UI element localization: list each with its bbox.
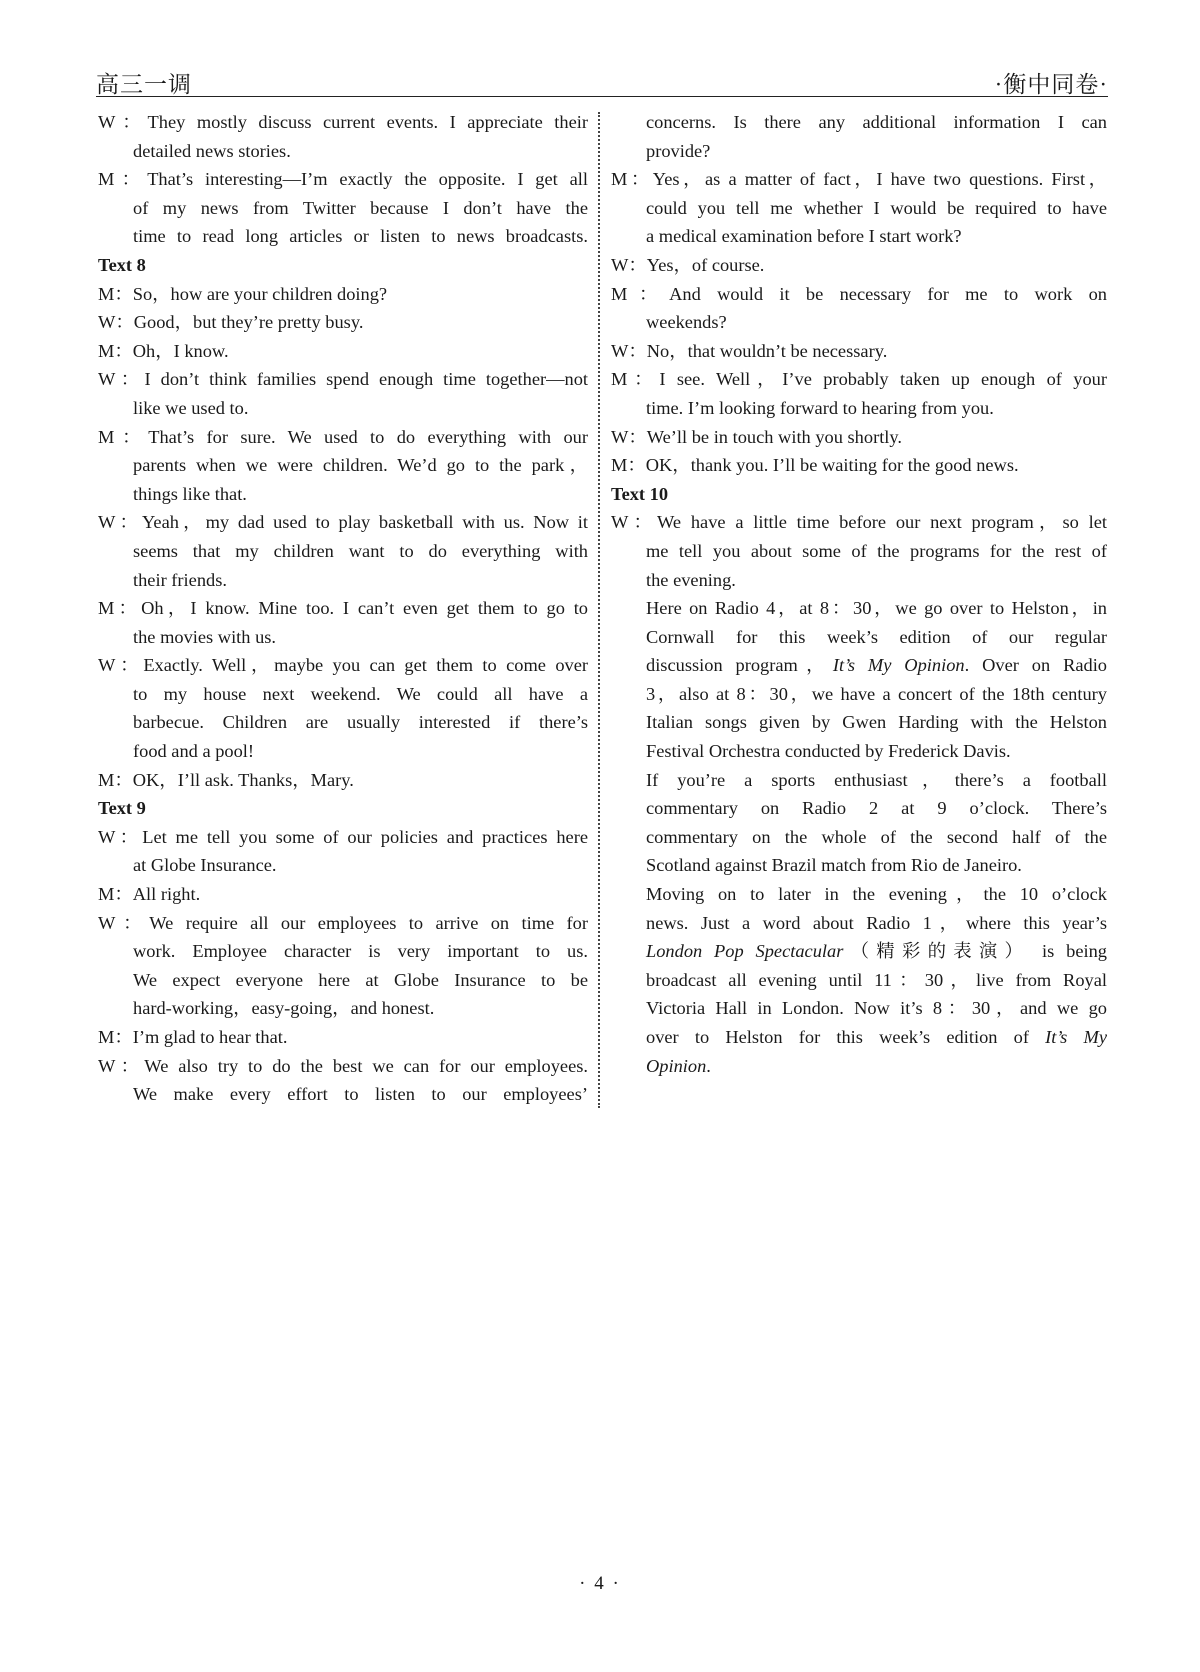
text-line: to my house next weekend. We could all have a xyxy=(133,683,588,704)
text-line: detailed news stories. xyxy=(133,140,291,161)
text-line: W：Yes，of course. xyxy=(611,254,765,275)
italic-title: It’s My xyxy=(1045,1027,1107,1047)
text-line: time to read long articles or listen to news broadcasts. xyxy=(133,226,588,247)
text-line: me tell you about some of the programs for the rest of xyxy=(646,540,1107,561)
text-line: concerns. Is there any additional information I can xyxy=(646,112,1107,132)
text-line: W：We’ll be in touch with you shortly. xyxy=(611,426,903,447)
text-line: commentary on Radio 2 at 9 o’clock. There’s xyxy=(646,798,1107,819)
text-line: Scotland against Brazil match from Rio de Janeiro. xyxy=(646,855,1022,876)
text-run: discussion program， xyxy=(646,655,833,676)
text-line xyxy=(611,937,1107,966)
text-run: （精彩的表演） is being xyxy=(843,941,1107,962)
text-line: a medical examination before I start work? xyxy=(646,226,962,247)
text-line: weekends? xyxy=(646,312,727,333)
text-line: M：I’m glad to hear that. xyxy=(98,1027,288,1047)
text-line: Moving on to later in the evening，the 10 o’clock xyxy=(646,884,1107,905)
text-line: M：All right. xyxy=(98,884,201,905)
right-column xyxy=(611,108,1107,1080)
page-number: · 4 · xyxy=(579,1573,621,1594)
text-run: . Over on Radio xyxy=(964,655,1107,676)
text-line: broadcast all evening until 11：30，live from Royal xyxy=(646,969,1107,990)
text-line: of my news from Twitter because I don’t have the xyxy=(133,197,588,218)
header-right-title: ·衡中同卷· xyxy=(994,72,1108,97)
text-line: Cornwall for this week’s edition of our regular xyxy=(646,626,1107,647)
text-line: We expect everyone here at Globe Insurance to be xyxy=(133,969,588,990)
section-heading: Text 10 xyxy=(611,483,669,504)
text-line: W：I don’t think families spend enough time together—not xyxy=(98,369,588,390)
text-line: barbecue. Children are usually interested if there’s xyxy=(133,712,588,733)
italic-title: London Pop Spectacular xyxy=(646,941,844,962)
text-line: M：Oh，I know. xyxy=(98,340,229,361)
text-line: could you tell me whether I would be required to have xyxy=(646,197,1107,218)
text-line: M：OK，thank you. I’ll be waiting for the good news. xyxy=(611,455,1019,476)
text-line: If you’re a sports enthusiast，there’s a football xyxy=(646,769,1107,790)
text-line: things like that. xyxy=(133,483,247,504)
text-line: commentary on the whole of the second half of the xyxy=(646,826,1107,847)
text-line: M：OK，I’ll ask. Thanks，Mary. xyxy=(98,769,354,790)
text-line: the movies with us. xyxy=(133,626,277,647)
text-line: M：Oh，I know. Mine too. I can’t even get them to go to xyxy=(98,598,588,619)
text-line: M：That’s for sure. We used to do everything with our xyxy=(98,426,588,447)
italic-title: Opinion xyxy=(646,1055,707,1076)
text-line: 3，also at 8：30，we have a concert of the 18th century xyxy=(646,683,1107,704)
text-line: M：That’s interesting—I’m exactly the opposite. I get all xyxy=(98,169,588,190)
text-line: W：No，that wouldn’t be necessary. xyxy=(611,340,888,361)
text-line: Here on Radio 4，at 8：30，we go over to Helston，in xyxy=(646,598,1107,619)
section-heading: Text 9 xyxy=(98,798,146,819)
text-line: hard-working，easy-going，and honest. xyxy=(133,998,435,1019)
text-line: time. I’m looking forward to hearing from you. xyxy=(646,397,994,418)
text-line: W：We also try to do the best we can for our employees. xyxy=(98,1055,588,1076)
text-line: M：I see. Well，I’ve probably taken up enough of your xyxy=(611,369,1107,390)
text-line: M：Yes，as a matter of fact，I have two questions. First， xyxy=(611,169,1107,190)
text-line: work. Employee character is very important to us. xyxy=(133,941,588,962)
left-column xyxy=(98,108,588,1109)
text-line xyxy=(611,1023,1107,1052)
text-line xyxy=(611,1052,1107,1081)
text-line: W：We have a little time before our next program，so let xyxy=(611,512,1107,533)
text-line: M：So，how are your children doing? xyxy=(98,283,388,304)
text-line: W：Exactly. Well，maybe you can get them to come over xyxy=(98,655,588,676)
text-line: Victoria Hall in London. Now it’s 8：30，and we go xyxy=(646,998,1107,1019)
text-line: W：Yeah，my dad used to play basketball with us. Now it xyxy=(98,512,588,533)
text-line: their friends. xyxy=(133,569,227,590)
text-line: W：Let me tell you some of our policies and practices here xyxy=(98,826,588,847)
text-line: M：And would it be necessary for me to work on xyxy=(611,283,1107,304)
text-line: W：We require all our employees to arrive on time for xyxy=(98,912,588,933)
text-line: Italian songs given by Gwen Harding with the Helston xyxy=(646,712,1107,733)
page-header xyxy=(96,66,1108,100)
text-line: W：Good，but they’re pretty busy. xyxy=(98,312,364,333)
text-line: like we used to. xyxy=(133,397,249,418)
text-line: Festival Orchestra conducted by Frederick Davis. xyxy=(646,741,1011,762)
text-line xyxy=(611,651,1107,680)
text-line: at Globe Insurance. xyxy=(133,855,277,876)
text-line: W：They mostly discuss current events. I appreciate their xyxy=(98,112,588,132)
header-rule xyxy=(96,96,1108,97)
text-line: parents when we were children. We’d go to the park， xyxy=(133,455,588,476)
text-line: provide? xyxy=(646,140,711,161)
column-divider xyxy=(598,112,600,1108)
text-line: news. Just a word about Radio 1，where this year’s xyxy=(646,912,1107,933)
header-left-title: 高三一调 xyxy=(96,72,192,97)
section-heading: Text 8 xyxy=(98,254,146,275)
text-run: over to Helston for this week’s edition of xyxy=(646,1027,1046,1047)
text-line: food and a pool! xyxy=(133,741,255,762)
italic-title: It’s My Opinion xyxy=(832,655,965,676)
text-run: . xyxy=(706,1055,711,1076)
text-line: We make every effort to listen to our employees’ xyxy=(133,1084,588,1105)
text-line: the evening. xyxy=(646,569,736,590)
text-line: seems that my children want to do everything with xyxy=(133,540,588,561)
